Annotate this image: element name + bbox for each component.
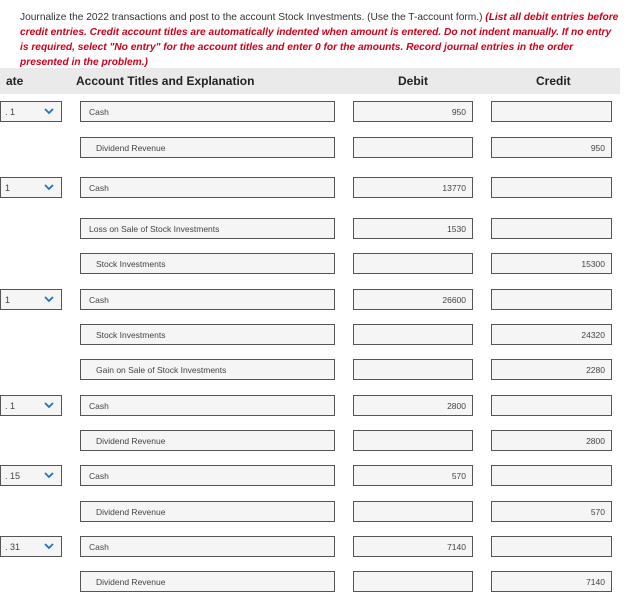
instructions	[20, 10, 620, 70]
debit-amount-value: 570	[451, 470, 466, 481]
credit-amount-field[interactable]	[491, 501, 612, 522]
credit-amount-field[interactable]	[491, 571, 612, 592]
credit-amount-value: 950	[590, 142, 605, 153]
credit-amount-value: 2280	[586, 364, 605, 375]
account-title-field[interactable]	[80, 218, 335, 239]
account-title-value: Stock Investments	[96, 329, 166, 340]
credit-amount-field[interactable]	[491, 101, 612, 122]
debit-amount-value: 1530	[447, 223, 466, 234]
account-title-value: Cash	[89, 470, 109, 481]
credit-amount-value: 570	[590, 506, 605, 517]
credit-amount-field[interactable]	[491, 536, 612, 557]
account-title-field[interactable]	[80, 289, 335, 310]
debit-amount-value: 26600	[442, 294, 466, 305]
date-select-value: . 1	[5, 106, 16, 117]
account-title-field[interactable]	[80, 536, 335, 557]
date-select-value: . 15	[5, 470, 21, 481]
account-title-field[interactable]	[80, 101, 335, 122]
debit-amount-value: 950	[451, 106, 466, 117]
date-select[interactable]	[0, 465, 62, 486]
debit-column-header: Debit	[398, 74, 428, 88]
debit-amount-value: 13770	[442, 182, 466, 193]
account-title-value: Cash	[89, 182, 109, 193]
credit-amount-field[interactable]	[491, 218, 612, 239]
debit-amount-field[interactable]	[353, 218, 473, 239]
credit-amount-field[interactable]	[491, 465, 612, 486]
date-select-value: . 31	[5, 541, 21, 552]
debit-amount-field[interactable]	[353, 177, 473, 198]
debit-amount-field[interactable]	[353, 101, 473, 122]
instructions-note: (List all debit entries before credit entries. Credit account titles are automatically indented when amount is entered. Do not indent manually. If no entry is required, select "No entry" for the account titles and enter 0 for the amounts. Record journal entries in the order presented in the problem.)	[20, 12, 619, 68]
instructions-text: Journalize the 2022 transactions and post to the account Stock Investments. (Use the T-account form.)	[20, 12, 486, 23]
date-select-value: 1	[5, 182, 11, 193]
account-title-value: Dividend Revenue	[96, 576, 166, 587]
credit-amount-field[interactable]	[491, 177, 612, 198]
date-select-value: 1	[5, 294, 11, 305]
account-title-field[interactable]	[80, 253, 335, 274]
date-column-header: ate	[6, 74, 24, 88]
debit-amount-field[interactable]	[353, 253, 473, 274]
date-select[interactable]	[0, 395, 62, 416]
chevron-down-icon	[43, 400, 55, 412]
credit-amount-field[interactable]	[491, 359, 612, 380]
debit-amount-value: 7140	[447, 541, 466, 552]
chevron-down-icon	[43, 541, 55, 553]
account-title-field[interactable]	[80, 324, 335, 345]
credit-amount-value: 7140	[586, 576, 605, 587]
debit-amount-value: 2800	[447, 400, 466, 411]
debit-amount-field[interactable]	[353, 465, 473, 486]
debit-amount-field[interactable]	[353, 395, 473, 416]
account-title-value: Cash	[89, 400, 109, 411]
credit-column-header: Credit	[536, 74, 571, 88]
account-title-field[interactable]	[80, 177, 335, 198]
account-title-value: Stock Investments	[96, 258, 166, 269]
account-title-value: Dividend Revenue	[96, 506, 166, 517]
date-select[interactable]	[0, 289, 62, 310]
credit-amount-field[interactable]	[491, 430, 612, 451]
debit-amount-field[interactable]	[353, 137, 473, 158]
credit-amount-value: 24320	[581, 329, 605, 340]
chevron-down-icon	[43, 294, 55, 306]
account-title-field[interactable]	[80, 359, 335, 380]
chevron-down-icon	[43, 470, 55, 482]
date-select-value: . 1	[5, 400, 16, 411]
account-title-field[interactable]	[80, 395, 335, 416]
account-title-value: Gain on Sale of Stock Investments	[96, 364, 227, 375]
table-header	[0, 68, 620, 94]
date-select[interactable]	[0, 177, 62, 198]
credit-amount-field[interactable]	[491, 324, 612, 345]
account-title-field[interactable]	[80, 430, 335, 451]
credit-amount-field[interactable]	[491, 137, 612, 158]
account-title-field[interactable]	[80, 501, 335, 522]
debit-amount-field[interactable]	[353, 501, 473, 522]
credit-amount-value: 15300	[581, 258, 605, 269]
debit-amount-field[interactable]	[353, 571, 473, 592]
date-select[interactable]	[0, 536, 62, 557]
account-title-value: Dividend Revenue	[96, 435, 166, 446]
credit-amount-field[interactable]	[491, 289, 612, 310]
account-title-value: Cash	[89, 541, 109, 552]
date-select[interactable]	[0, 101, 62, 122]
debit-amount-field[interactable]	[353, 289, 473, 310]
credit-amount-field[interactable]	[491, 253, 612, 274]
chevron-down-icon	[43, 182, 55, 194]
credit-amount-field[interactable]	[491, 395, 612, 416]
account-title-field[interactable]	[80, 465, 335, 486]
account-title-value: Cash	[89, 294, 109, 305]
account-title-value: Cash	[89, 106, 109, 117]
debit-amount-field[interactable]	[353, 430, 473, 451]
account-title-value: Dividend Revenue	[96, 142, 166, 153]
account-column-header: Account Titles and Explanation	[76, 74, 255, 88]
account-title-field[interactable]	[80, 137, 335, 158]
debit-amount-field[interactable]	[353, 359, 473, 380]
debit-amount-field[interactable]	[353, 324, 473, 345]
account-title-field[interactable]	[80, 571, 335, 592]
chevron-down-icon	[43, 106, 55, 118]
credit-amount-value: 2800	[586, 435, 605, 446]
account-title-value: Loss on Sale of Stock Investments	[89, 223, 220, 234]
debit-amount-field[interactable]	[353, 536, 473, 557]
